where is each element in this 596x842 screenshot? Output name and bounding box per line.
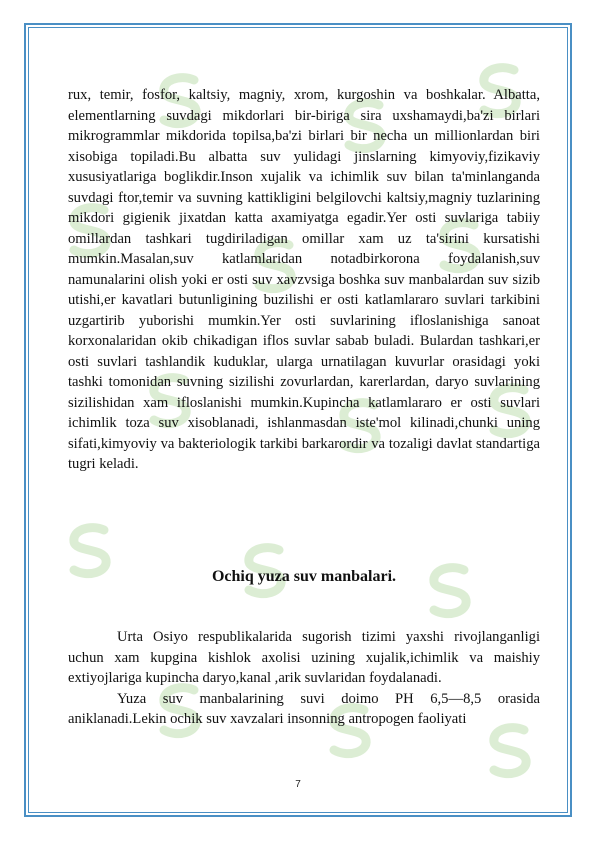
paragraph-irrigation: Urta Osiyo respublikalarida sugorish tizimi yaxshi rivojlanganligi uchun xam kupgina kishlok axolisi uzining xujalik,ichimlik va maishiy extiyojlariga kupincha daryo,kanal ,arik suvlaridan foydalanadi. [68,629,540,686]
page-number: 7 [295,779,301,790]
section-body [68,627,540,730]
body-text [68,85,540,475]
section-heading: Ochiq yuza suv manbalari. [211,568,397,585]
paragraph-ph: Yuza suv manbalarining suvi doimo PH 6,5—8,5 orasida aniklanadi.Lekin ochik suv xavzalari insonning antropogen faoliyati [68,690,540,727]
paragraph-groundwater: rux, temir, fosfor, kaltsiy, magniy, xrom, kurgoshin va boshkalar. Albatta, elementlarning suvdagi mikdorlari bir-biriga sira uxshamaydi,ba'zi birlari mikrogrammlar mikdorida topilsa,ba'zi birlari bir necha un millionlardan biri xisobiga topiladi.Bu albatta suv yulidagi jinslarning kimyoviy,fizikaviy xususiyatlariga boglikdir.Inson xujalik va ichimlik suv bilan ta'minlanganda suvdagi ftor,temir va suvning kattikligini belgilovchi kaltsiy,magniy tuzlarining mikdori gigienik jixatdan katta axamiyatga egadir.Yer osti suvlariga tabiiy omillardan tashkari tugdiriladigan omillar xam uz ta'sirini kursatishi mumkin.Masalan,suv katlamlaridan notadbirkorona foydalanish,suv namunalarini olish yoki er osti suv xavzvsiga boshka suv manbalardan suv sizib utishi,er kavatlari butunligining buzilishi er osti katlamlararo suvlari tarkibini uzgartirib yuborishi mumkin.Yer osti suvlarining ifloslanishiga sanoat korxonalaridan okib chikadigan iflos suvlar sabab buladi. Bulardan tashkari,er osti suvlari tashlandik kuduklar, ularga urnatilagan kuvurlar orasidagi yoki tashki tomonidan suvning sizilishi zovurlardan, karerlardan, daryo suvlarining sizilishidan xam ifloslanishi mumkin.Kupincha katlamlararo er osti suvlari ichimlik toza suv xisoblanadi, ishlanmasdan iste'mol kilinadi,chunki uning sifati,kimyoviy va bakteriologik tarkibi barkarordir va tozaligi davlat standartiga tugri keladi. [68,87,540,472]
